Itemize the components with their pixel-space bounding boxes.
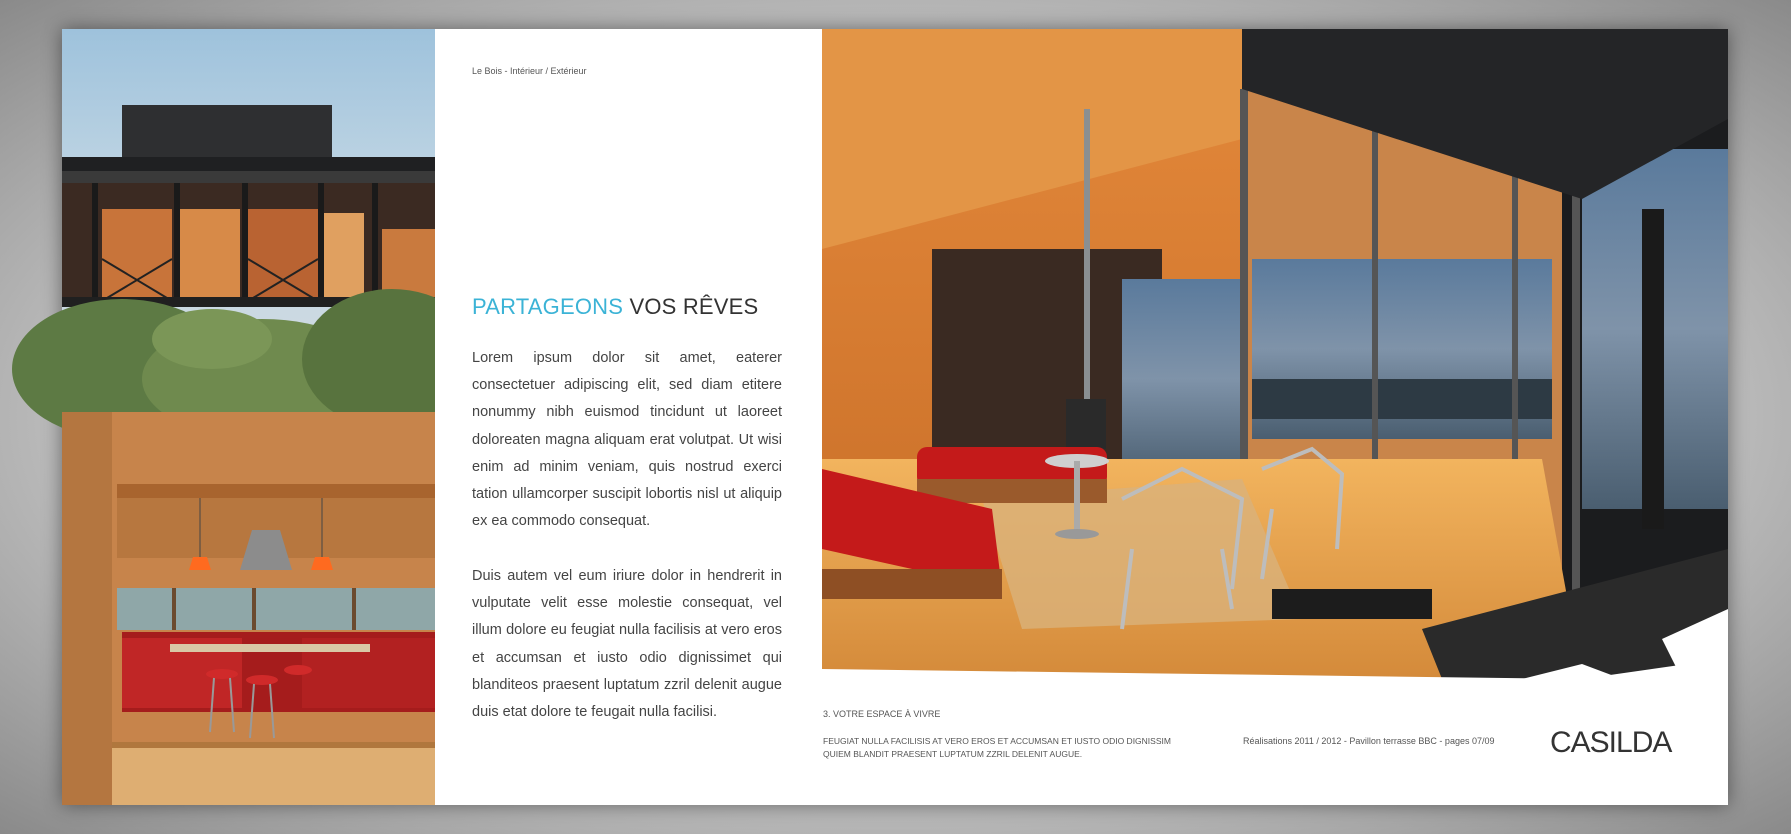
brochure-spread bbox=[62, 29, 1728, 805]
footer-section-label: 3. VOTRE ESPACE À VIVRE bbox=[823, 709, 941, 719]
text-column bbox=[435, 29, 822, 805]
interior-illustration bbox=[822, 29, 1728, 679]
headline-accent: PARTAGEONS bbox=[472, 294, 624, 319]
kitchen-photo bbox=[62, 412, 435, 805]
left-photo-column bbox=[62, 29, 435, 805]
kitchen-illustration bbox=[62, 412, 435, 805]
exterior-house-photo bbox=[62, 29, 435, 412]
footer-caption: FEUGIAT NULLA FACILISIS AT VERO EROS ET ACCUMSAN ET IUSTO ODIO DIGNISSIM QUIEM BLANDIT PRAESENT LUPTATUM ZZRIL DELENIT AUGUE. bbox=[823, 736, 1171, 759]
casilda-logo bbox=[1550, 723, 1672, 759]
interior-living-room-photo bbox=[822, 29, 1728, 679]
headline-rest: VOS RÊVES bbox=[629, 294, 759, 319]
logo-text: CASILDA bbox=[1550, 726, 1672, 759]
body-paragraph-2: Duis autem vel eum iriure dolor in hendrerit in vulputate velit esse molestie consequat, vel illum dolore eu feugiat nulla facilisis at vero eros et accumsan et iusto odio dignissimet qui blanditeos praesent luptatum zzril delenit augue duis etat dolore te feugait nulla facilisi. bbox=[472, 568, 782, 721]
page-title bbox=[472, 294, 758, 320]
section-label: Le Bois - Intérieur / Extérieur bbox=[472, 66, 587, 76]
exterior-house-illustration bbox=[62, 29, 435, 412]
footer-credit: Réalisations 2011 / 2012 - Pavillon terrasse BBC - pages 07/09 bbox=[1243, 736, 1495, 746]
body-paragraph-1: Lorem ipsum dolor sit amet, eaterer consectetuer adipiscing elit, sed diam etitere nonummy nibh euismod tincidunt ut laoreet doloreaten magna aliquam erat volutpat. Ut wisi enim ad minim veniam, quis nostrud exerci tation ullamcorper suscipit lobortis nisl ut aliquip ex ea commodo consequat. bbox=[472, 350, 782, 530]
